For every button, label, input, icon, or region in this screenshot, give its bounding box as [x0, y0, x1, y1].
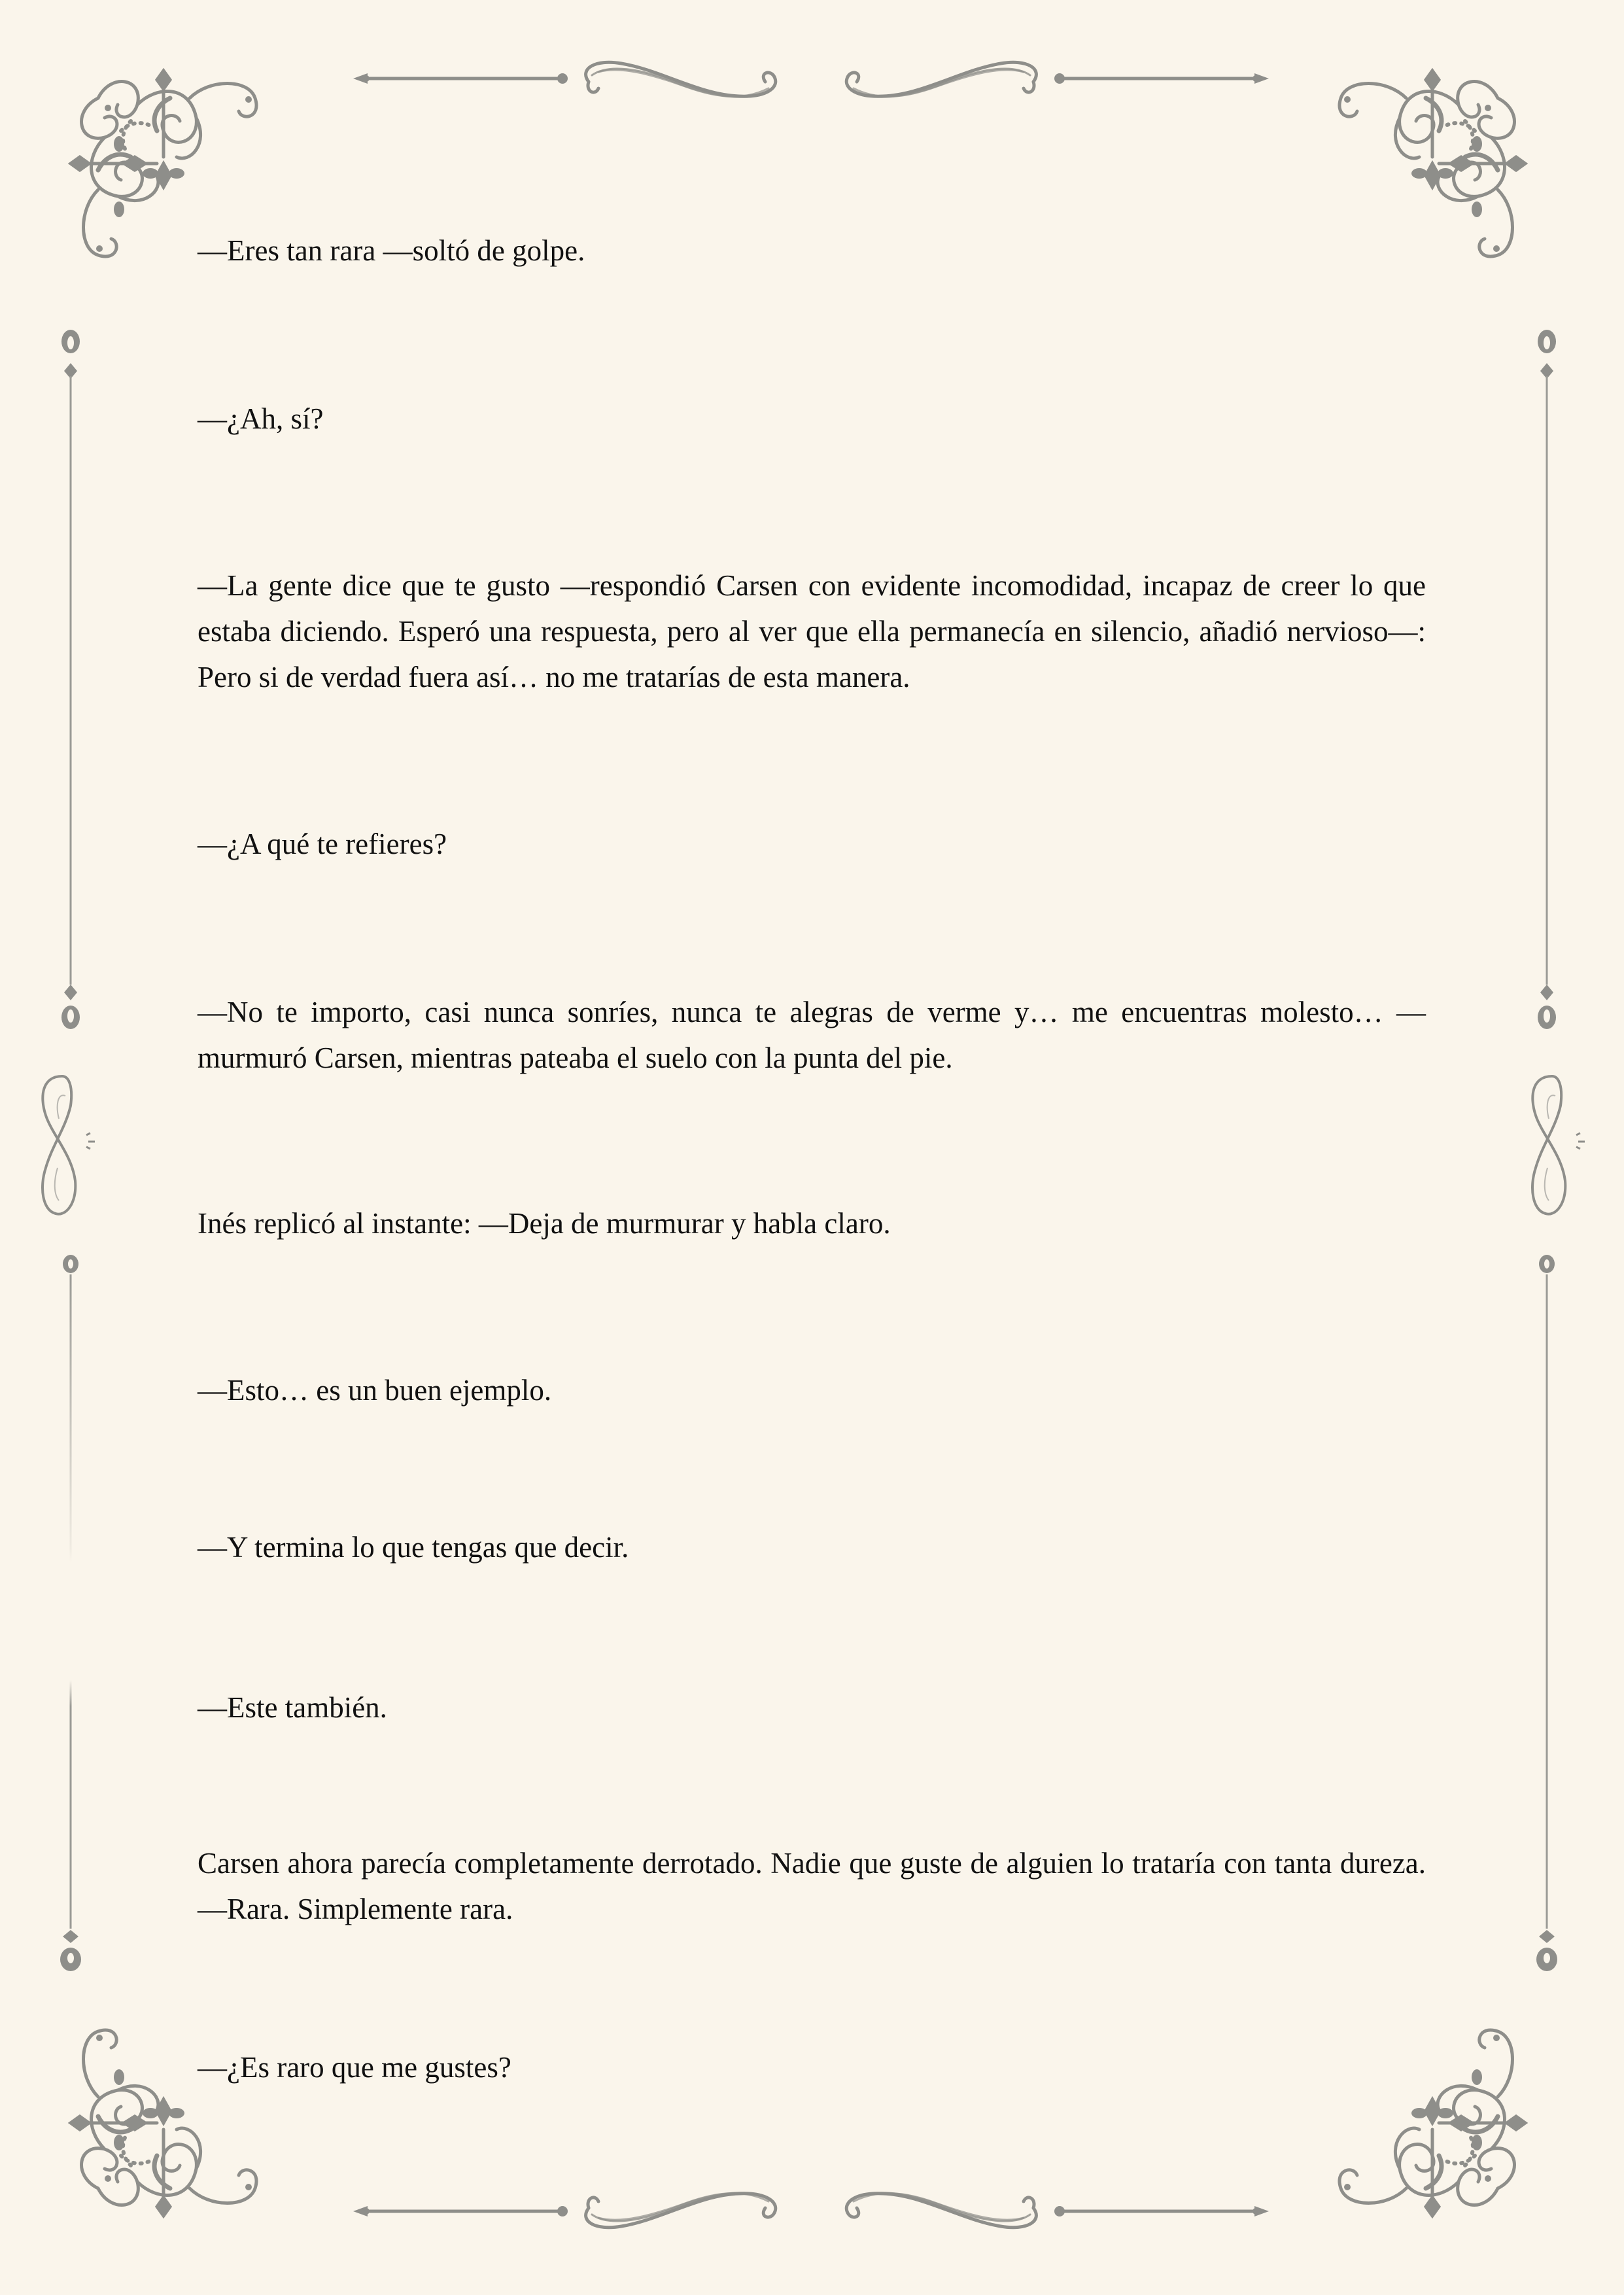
scroll-divider-top-icon: [347, 56, 1275, 101]
paragraph-9: —Este también.: [198, 1691, 387, 1724]
paragraph-3: —La gente dice que te gusto —respondió Carsen con evidente incomodidad, incapaz de creer lo que estaba diciendo. Esperó una respuesta, pero al ver que ella permanecía en silencio, añadió nervioso—: Pero si de verdad fuera así… no me tratarías de esta manera.: [198, 569, 1426, 693]
paragraph-4: —¿A qué te refieres?: [198, 828, 447, 860]
paragraph-1: —Eres tan rara —soltó de golpe.: [198, 234, 585, 267]
paragraph-11: —¿Es raro que me gustes?: [198, 2051, 511, 2084]
rail-right-lower-icon: [1534, 1250, 1560, 1976]
paragraph-7: —Esto… es un buen ejemplo.: [198, 1374, 552, 1407]
scroll-divider-bottom-icon: [347, 2188, 1275, 2234]
infinity-knot-left-icon: [26, 1070, 105, 1227]
corner-flourish-bottom-right-icon: [1315, 2005, 1537, 2228]
rail-left-lower-icon: [58, 1250, 84, 1976]
infinity-knot-right-icon: [1516, 1070, 1595, 1227]
rail-left-upper-icon: [58, 327, 84, 1034]
corner-flourish-bottom-left-icon: [59, 2005, 281, 2228]
paragraph-8: —Y termina lo que tengas que decir.: [198, 1531, 629, 1564]
paragraph-10: Carsen ahora parecía completamente derrotado. Nadie que guste de alguien lo trataría con tanta dureza. —Rara. Simplemente rara.: [198, 1847, 1426, 1925]
paragraph-6: Inés replicó al instante: —Deja de murmurar y habla claro.: [198, 1207, 891, 1240]
rail-right-upper-icon: [1534, 327, 1560, 1034]
paragraph-5: —No te importo, casi nunca sonríes, nunca te alegras de verme y… me encuentras molesto… —murmuró Carsen, mientras pateaba el suelo con la punta del pie.: [198, 996, 1426, 1074]
paragraph-2: —¿Ah, sí?: [198, 402, 324, 435]
